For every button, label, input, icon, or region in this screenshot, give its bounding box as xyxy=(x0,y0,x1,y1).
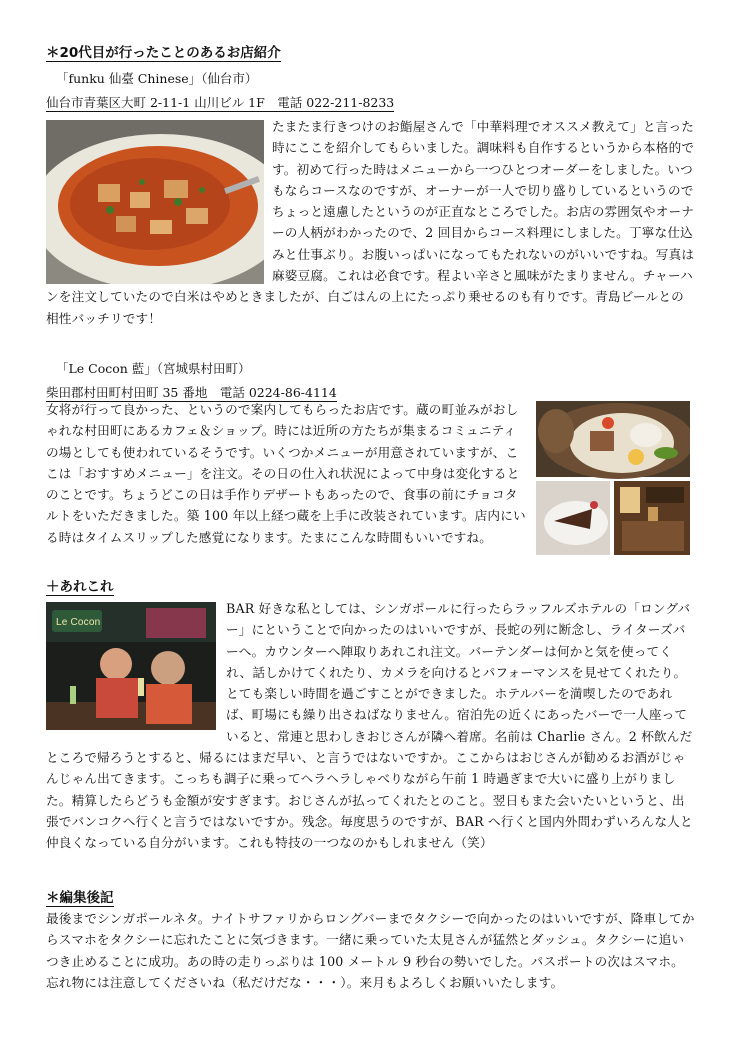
le-cocon-photo-collage xyxy=(536,401,690,555)
section-heading-misc: ＋あれこれ xyxy=(46,579,114,595)
bar-sign-text: Le Cocon xyxy=(56,617,101,628)
shop-name-funku: 「funku 仙臺 Chinese」（仙台市） xyxy=(56,71,258,86)
mapo-tofu-photo xyxy=(46,120,264,284)
section1-body: たまたま行きつけのお鮨屋さんで「中華料理でオススメ教えて」と言った時にここを紹介してもらいました。調味料も自作するというから本格的です。初めて行った時はメニューから一つひとつオーダーをしました。いつもならコースなのですが、オーナーが一人で切り盛りしているというのでちょっと遠慮したというのが正直なところでした。お店の雰囲気やオーナーの人柄がわかったので、2 回目からコース料理にしました。丁寧な仕込みと仕事ぶり。お腹いっぱいになってもたれないのがいいですね。写真は麻婆豆腐。これは必食です。程よい辛さと風味がたまりません。チャーハンを注文していたので白米はやめときましたが、白ごはんの上にたっぷり乗せるのも有りです。青島ビールとの相性バッチリです！ xyxy=(46,119,695,326)
section2-content xyxy=(46,399,690,557)
section-heading-shop-intro: ＊20代目が行ったことのあるお店紹介 xyxy=(46,45,281,61)
section1-content xyxy=(46,116,696,329)
section4-content xyxy=(46,908,696,993)
section2-body: 女将が行って良かった、というので案内してもらったお店です。蔵の町並みがおしゃれな村田町にあるカフェ＆ショップ。時には近所の方たちが集まるコミュニティの場としても使われているそうです。いくつかメニューが用意されていますが、ここは「おすすめメニュー」を注文。その日の仕入れ状況によって中身は変化するとのことです。ちょうどこの日は手作りデザートもあったので、食事の前にチョコタルトをいただきました。築 100 年以上経つ蔵を上手に改装されています。店内にいる時はタイムスリップした感覚になります。たまにこんな時間もいいですね。 xyxy=(46,402,526,545)
section-heading-editors-note: ＊編集後記 xyxy=(46,890,114,906)
section4-body: 最後までシンガポールネタ。ナイトサファリからロングバーまでタクシーで向かったのはいいですが、降車してからスマホをタクシーに忘れたことに気づきます。一緒に乗っていた太見さんが猛然とダッシュ。タクシーに追いつき止めることに成功。あの時の走りっぷりは 100 メートル 9 秒台の勢いでした。パスポートの次はスマホ。忘れ物には注意してくださいね（私だけだな・・・）。来月もよろしくお願いいたします。 xyxy=(46,911,695,990)
section3-content xyxy=(46,598,696,854)
bar-photo xyxy=(46,602,216,730)
dessert-photo xyxy=(536,481,610,555)
section3-body: BAR 好きな私としては、シンガポールに行ったらラッフルズホテルの「ロングバー」にということで向かったのはいいですが、長蛇の列に断念し、ライターズバーへ。カウンターへ陣取りあれこれ注文。バーテンダーは何かと気を使ってくれ、話しかけてくれたり、カメラを向けるとパフォーマンスを見せてくれたり。とても楽しい時間を過ごすことができました。ホテルバーを満喫したのであれば、町場にも繰り出さねばなりません。宿泊先の近くにあったバーで一人座っていると、常連と思わしきおじさんが隣へ着席。名前は Charlie さん。2 杯飲んだところで帰ろうとすると、帰るにはまだ早い、と言うではないですか。ここからはおじさんが勧めるお酒がじゃんじゃん出てきます。こっちも調子に乗ってヘラヘラしゃべりながら午前 1 時過ぎまで大いに盛り上がりました。精算したらどうも金額が安すぎます。おじさんが払ってくれたとのこと。翌日もまた会いたいというと、出張でバンコクへ行くと言うではないですか。残念。毎度思うのですが、BAR へ行くと国内外問わずいろんな人と仲良くなっている自分がいます。これも特技の一つなのかもしれません（笑） xyxy=(46,601,693,851)
shop-name-le-cocon: 「Le Cocon 藍」（宮城県村田町） xyxy=(56,361,251,376)
lunch-plate-photo xyxy=(536,401,690,479)
shop-address-funku: 仙台市青葉区大町 2-11-1 山川ビル 1F 電話 022-211-8233 xyxy=(46,95,395,110)
shop-interior-photo xyxy=(614,481,690,555)
shop-address-le-cocon: 柴田郡村田町村田町 35 番地 電話 0224-86-4114 xyxy=(46,385,337,400)
